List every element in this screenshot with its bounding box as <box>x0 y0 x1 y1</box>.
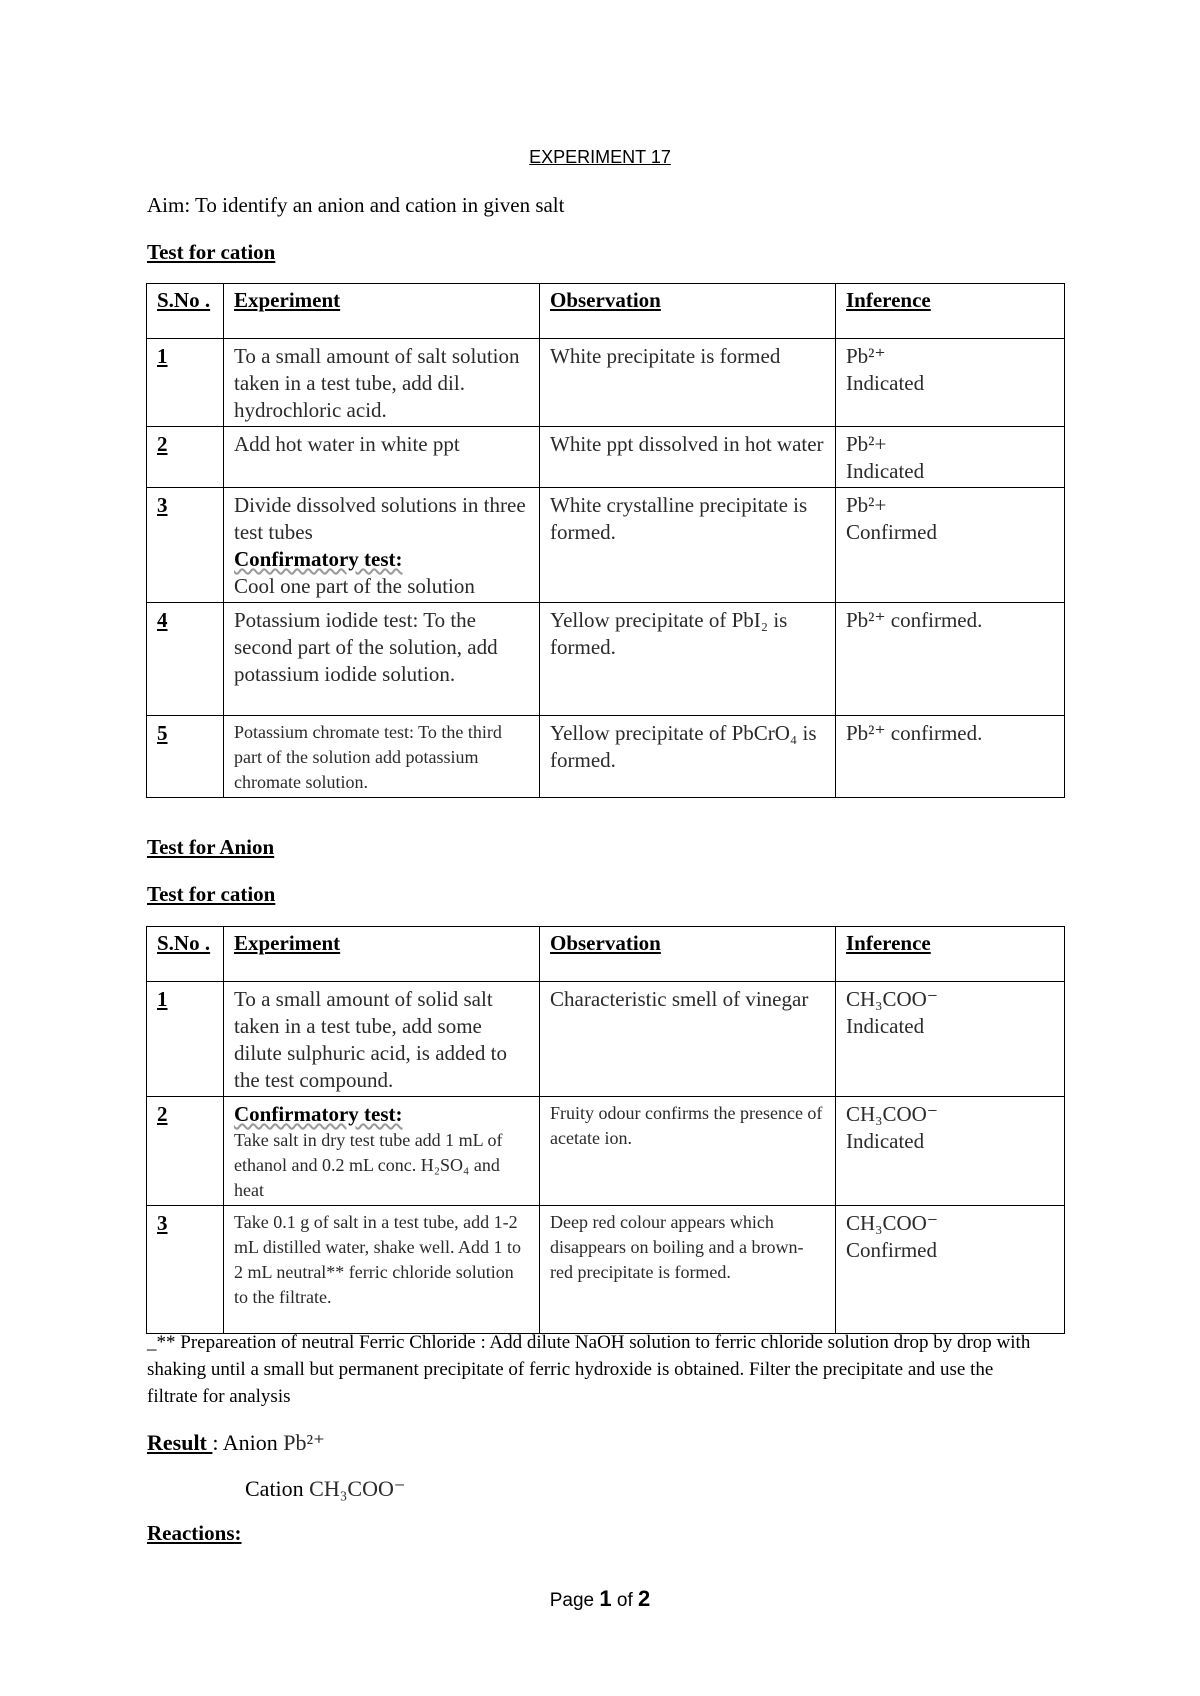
inference-cell <box>836 427 1065 488</box>
inference-cell <box>836 1097 1065 1206</box>
table-row <box>147 488 1065 603</box>
result-anion-line <box>147 1430 325 1456</box>
observation-cell: Fruity odour confirms the presence of acetate ion. <box>540 1097 836 1206</box>
inference-text: Confirmed <box>846 1238 937 1262</box>
result-cation-line <box>245 1476 405 1502</box>
result-label: Result <box>147 1430 213 1455</box>
inference-ion: CH₃COO⁻ <box>846 987 938 1011</box>
anion-label: : Anion <box>212 1430 278 1455</box>
table-row <box>147 603 1065 716</box>
of-label: of <box>616 1590 633 1611</box>
row-number: 2 <box>147 1097 224 1206</box>
inference-cell <box>836 716 1065 798</box>
table-header-row <box>147 927 1065 982</box>
inference-cell <box>836 603 1065 716</box>
header-experiment: Experiment <box>224 284 540 339</box>
inference-ion: CH₃COO⁻ <box>846 1211 938 1235</box>
row-number: 4 <box>147 603 224 716</box>
experiment-cell <box>224 1097 540 1206</box>
observation-cell: White precipitate is formed <box>540 339 836 427</box>
inference-text: Indicated <box>846 371 925 395</box>
inference-text: Indicated <box>846 459 925 483</box>
inference-ion: Pb²⁺ confirmed. <box>846 608 983 632</box>
confirmatory-label: Confirmatory test: <box>234 547 403 571</box>
inference-text: Indicated <box>846 1014 925 1038</box>
page-label: Page <box>549 1590 595 1611</box>
header-experiment: Experiment <box>224 927 540 982</box>
experiment-cell: Take 0.1 g of salt in a test tube, add 1-2 mL distilled water, shake well. Add 1 to 2 mL neutral** ferric chloride solution to the filtrate. <box>224 1206 540 1334</box>
anion-heading: Test for Anion <box>147 835 275 859</box>
inference-ion: Pb²⁺ confirmed. <box>846 721 983 745</box>
cation-heading: Test for cation <box>147 240 276 264</box>
ferric-chloride-note: _** Prepareation of neutral Ferric Chloride : Add dilute NaOH solution to ferric chloride solution drop by drop with shaking until a small but permanent precipitate of ferric hydroxide is obtained. Filter the precipitate and use the filtrate for analysis <box>147 1332 1031 1407</box>
page-total: 2 <box>638 1586 651 1611</box>
table-row <box>147 1206 1065 1334</box>
experiment-cell: To a small amount of solid salt taken in a test tube, add some dilute sulphuric acid, is added to the test compound. <box>224 982 540 1097</box>
row-number: 1 <box>147 982 224 1097</box>
experiment-text: Take salt in dry test tube add 1 mL of ethanol and 0.2 mL conc. H₂SO₄ and heat <box>234 1130 503 1200</box>
cation-table <box>146 283 1065 798</box>
reactions-heading: Reactions: <box>147 1521 242 1545</box>
observation-cell: Characteristic smell of vinegar <box>540 982 836 1097</box>
row-number: 3 <box>147 488 224 603</box>
header-observation: Observation <box>540 927 836 982</box>
observation-cell: White ppt dissolved in hot water <box>540 427 836 488</box>
experiment-extra: Cool one part of the solution <box>234 574 475 598</box>
header-observation: Observation <box>540 284 836 339</box>
page-footer <box>0 1586 1200 1612</box>
table-row <box>147 982 1065 1097</box>
inference-cell <box>836 488 1065 603</box>
header-inference: Inference <box>836 284 1065 339</box>
cation-heading-2: Test for cation <box>147 882 276 906</box>
inference-text: Indicated <box>846 1129 925 1153</box>
cation-label: Cation <box>245 1476 304 1501</box>
table-row <box>147 339 1065 427</box>
header-sno: S.No . <box>147 284 224 339</box>
experiment-cell <box>224 488 540 603</box>
inference-cell <box>836 982 1065 1097</box>
anion-value: Pb²⁺ <box>283 1430 325 1455</box>
inference-text: Confirmed <box>846 520 937 544</box>
inference-ion: Pb²+ <box>846 432 887 456</box>
anion-table <box>146 926 1065 1334</box>
header-sno: S.No . <box>147 927 224 982</box>
observation-cell: Yellow precipitate of PbCrO₄ is formed. <box>540 716 836 798</box>
experiment-cell: Potassium iodide test: To the second part of the solution, add potassium iodide solution. <box>224 603 540 716</box>
row-number: 3 <box>147 1206 224 1334</box>
inference-cell <box>836 1206 1065 1334</box>
row-number: 5 <box>147 716 224 798</box>
observation-cell: Yellow precipitate of PbI₂ is formed. <box>540 603 836 716</box>
inference-ion: Pb²⁺ <box>846 344 886 368</box>
aim-text: Aim: To identify an anion and cation in given salt <box>147 193 565 217</box>
row-number: 2 <box>147 427 224 488</box>
inference-cell <box>836 339 1065 427</box>
cation-value: CH₃COO⁻ <box>309 1476 406 1501</box>
inference-ion: CH₃COO⁻ <box>846 1102 938 1126</box>
experiment-cell: Potassium chromate test: To the third part of the solution add potassium chromate solution. <box>224 716 540 798</box>
table-row <box>147 716 1065 798</box>
header-inference: Inference <box>836 927 1065 982</box>
table-header-row <box>147 284 1065 339</box>
experiment-cell: Add hot water in white ppt <box>224 427 540 488</box>
page-number: 1 <box>599 1586 612 1611</box>
inference-ion: Pb²+ <box>846 493 887 517</box>
experiment-text: Divide dissolved solutions in three test tubes <box>234 493 526 544</box>
table-row <box>147 427 1065 488</box>
experiment-cell: To a small amount of salt solution taken in a test tube, add dil. hydrochloric acid. <box>224 339 540 427</box>
table-row <box>147 1097 1065 1206</box>
row-number: 1 <box>147 339 224 427</box>
observation-cell: White crystalline precipitate is formed. <box>540 488 836 603</box>
observation-cell: Deep red colour appears which disappears on boiling and a brown-red precipitate is formed. <box>540 1206 836 1334</box>
page-title: EXPERIMENT 17 <box>529 147 671 167</box>
confirmatory-label: Confirmatory test: <box>234 1102 403 1126</box>
